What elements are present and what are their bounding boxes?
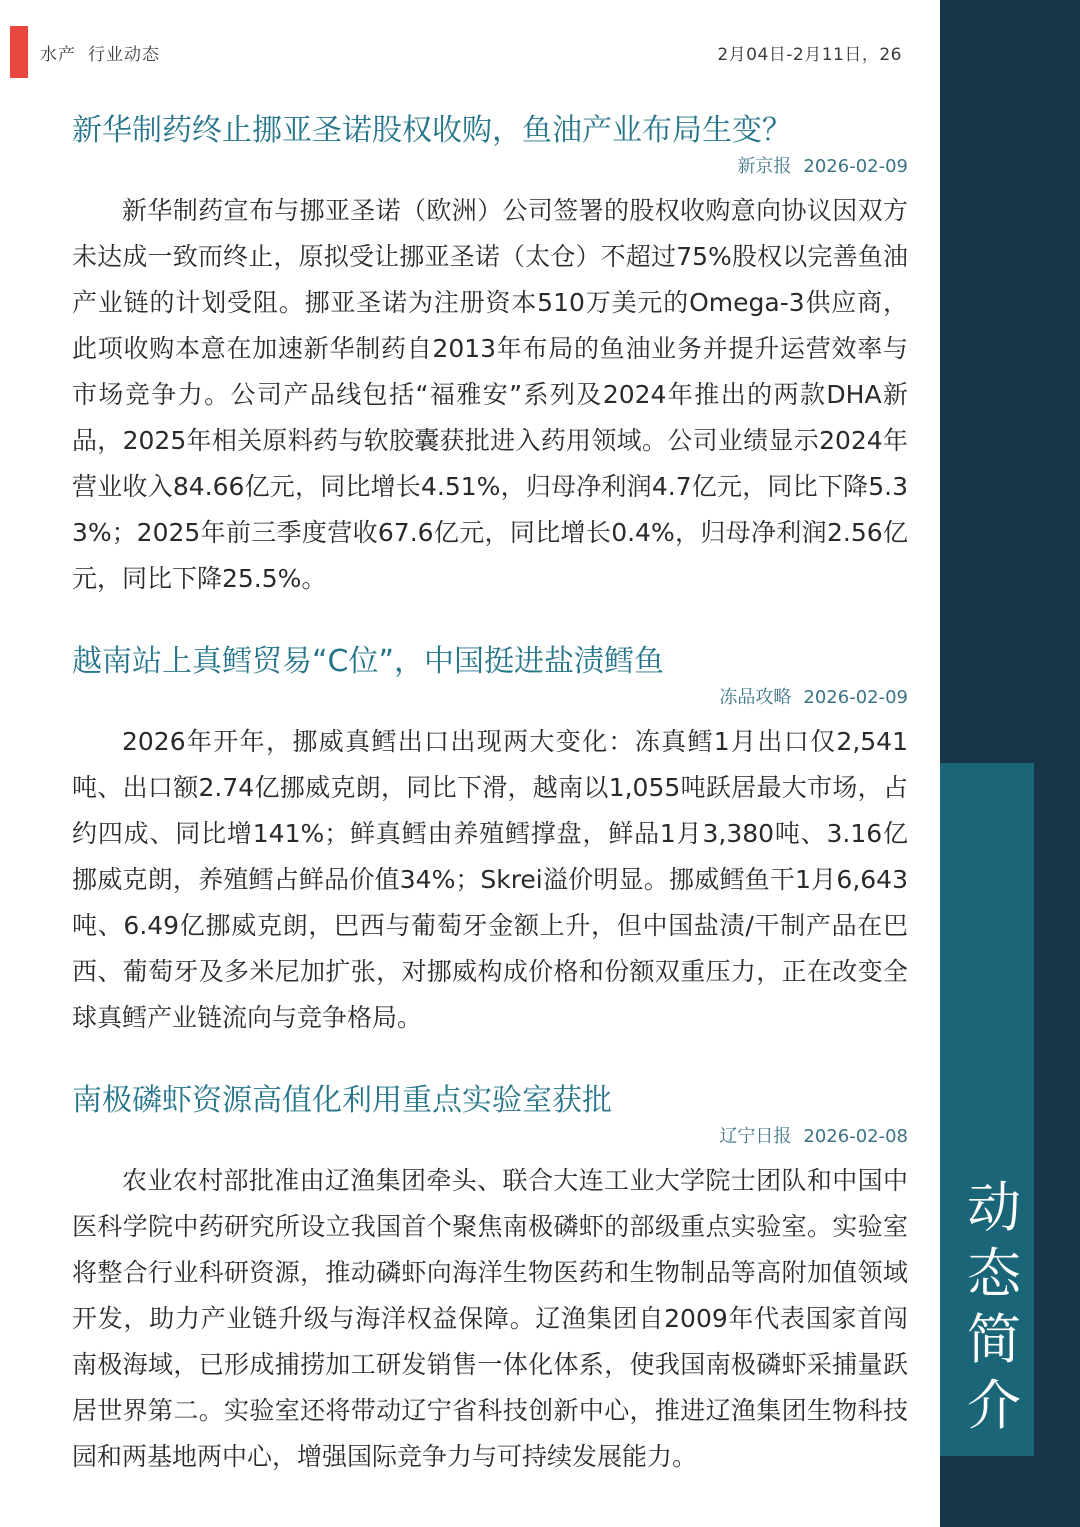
article-title[interactable]: 新华制药终止挪亚圣诺股权收购，鱼油产业布局生变？ — [72, 113, 792, 148]
sidebar-title-char: 动 — [967, 1176, 1021, 1239]
header-accent-bar — [10, 26, 28, 78]
article-date: 2026-02-09 — [803, 687, 908, 708]
header-date-range: 2月04日-2月11日，26 — [717, 45, 902, 65]
article-source: 辽宁日报 — [719, 1126, 792, 1147]
category-label: 水产 — [40, 45, 76, 65]
article-body: 农业农村部批准由辽渔集团牵头、联合大连工业大学院士团队和中国中医科学院中药研究所设立我国首个聚焦南极磷虾的部级重点实验室。实验室将整合行业科研资源，推动磷虾向海洋生物医药和生物制品等高附加值领域开发，助力产业链升级与海洋权益保障。辽渔集团自2009年代表国家首闯南极海域，已形成捕捞加工研发销售一体化体系，使我国南极磷虾采捕量跃居世界第二。实验室还将带动辽宁省科技创新中心，推进辽渔集团生物科技园和两基地两中心，增强国际竞争力与可持续发展能力。 — [72, 1166, 908, 1471]
article-date: 2026-02-09 — [803, 156, 908, 177]
sidebar-title-char: 简 — [967, 1308, 1021, 1371]
article-title[interactable]: 南极磷虾资源高值化利用重点实验室获批 — [72, 1083, 612, 1118]
article-date: 2026-02-08 — [803, 1126, 908, 1147]
sidebar-title-char: 态 — [967, 1242, 1021, 1305]
header-category — [40, 40, 160, 65]
news-article — [72, 1082, 908, 1480]
section-label: 行业动态 — [88, 45, 160, 65]
article-source: 冻品攻略 — [719, 687, 792, 708]
article-meta — [72, 1124, 908, 1150]
article-body: 2026年开年，挪威真鳕出口出现两大变化：冻真鳕1月出口仅2,541吨、出口额2.74亿挪威克朗，同比下滑，越南以1,055吨跃居最大市场，占约四成、同比增141%；鲜真鳕由养殖鳕撑盘，鲜品1月3,380吨、3.16亿挪威克朗，养殖鳕占鲜品价值34%；Skrei溢价明显。挪威鳕鱼干1月6,643吨、6.49亿挪威克朗，巴西与葡萄牙金额上升，但中国盐渍/干制产品在巴西、葡萄牙及多米尼加扩张，对挪威构成价格和份额双重压力，正在改变全球真鳕产业链流向与竞争格局。 — [72, 727, 908, 1032]
news-article — [72, 112, 908, 602]
article-body: 新华制药宣布与挪亚圣诺（欧洲）公司签署的股权收购意向协议因双方未达成一致而终止，原拟受让挪亚圣诺（太仓）不超过75%股权以完善鱼油产业链的计划受阻。挪亚圣诺为注册资本510万美元的Omega-3供应商，此项收购本意在加速新华制药自2013年布局的鱼油业务并提升运营效率与市场竞争力。公司产品线包括“福雅安”系列及2024年推出的两款DHA新品，2025年相关原料药与软胶囊获批进入药用领域。公司业绩显示2024年营业收入84.66亿元，同比增长4.51%，归母净利润4.7亿元，同比下降5.33%；2025年前三季度营收67.6亿元，同比增长0.4%，归母净利润2.56亿元，同比下降25.5%。 — [72, 196, 908, 593]
sidebar-title-char: 介 — [967, 1374, 1021, 1437]
news-article — [72, 643, 908, 1041]
article-title[interactable]: 越南站上真鳕贸易“C位”，中国挺进盐渍鳕鱼 — [72, 644, 665, 679]
sidebar-title — [940, 1175, 1048, 1439]
article-meta — [72, 685, 908, 711]
article-source: 新京报 — [737, 156, 792, 177]
article-meta — [72, 154, 908, 180]
